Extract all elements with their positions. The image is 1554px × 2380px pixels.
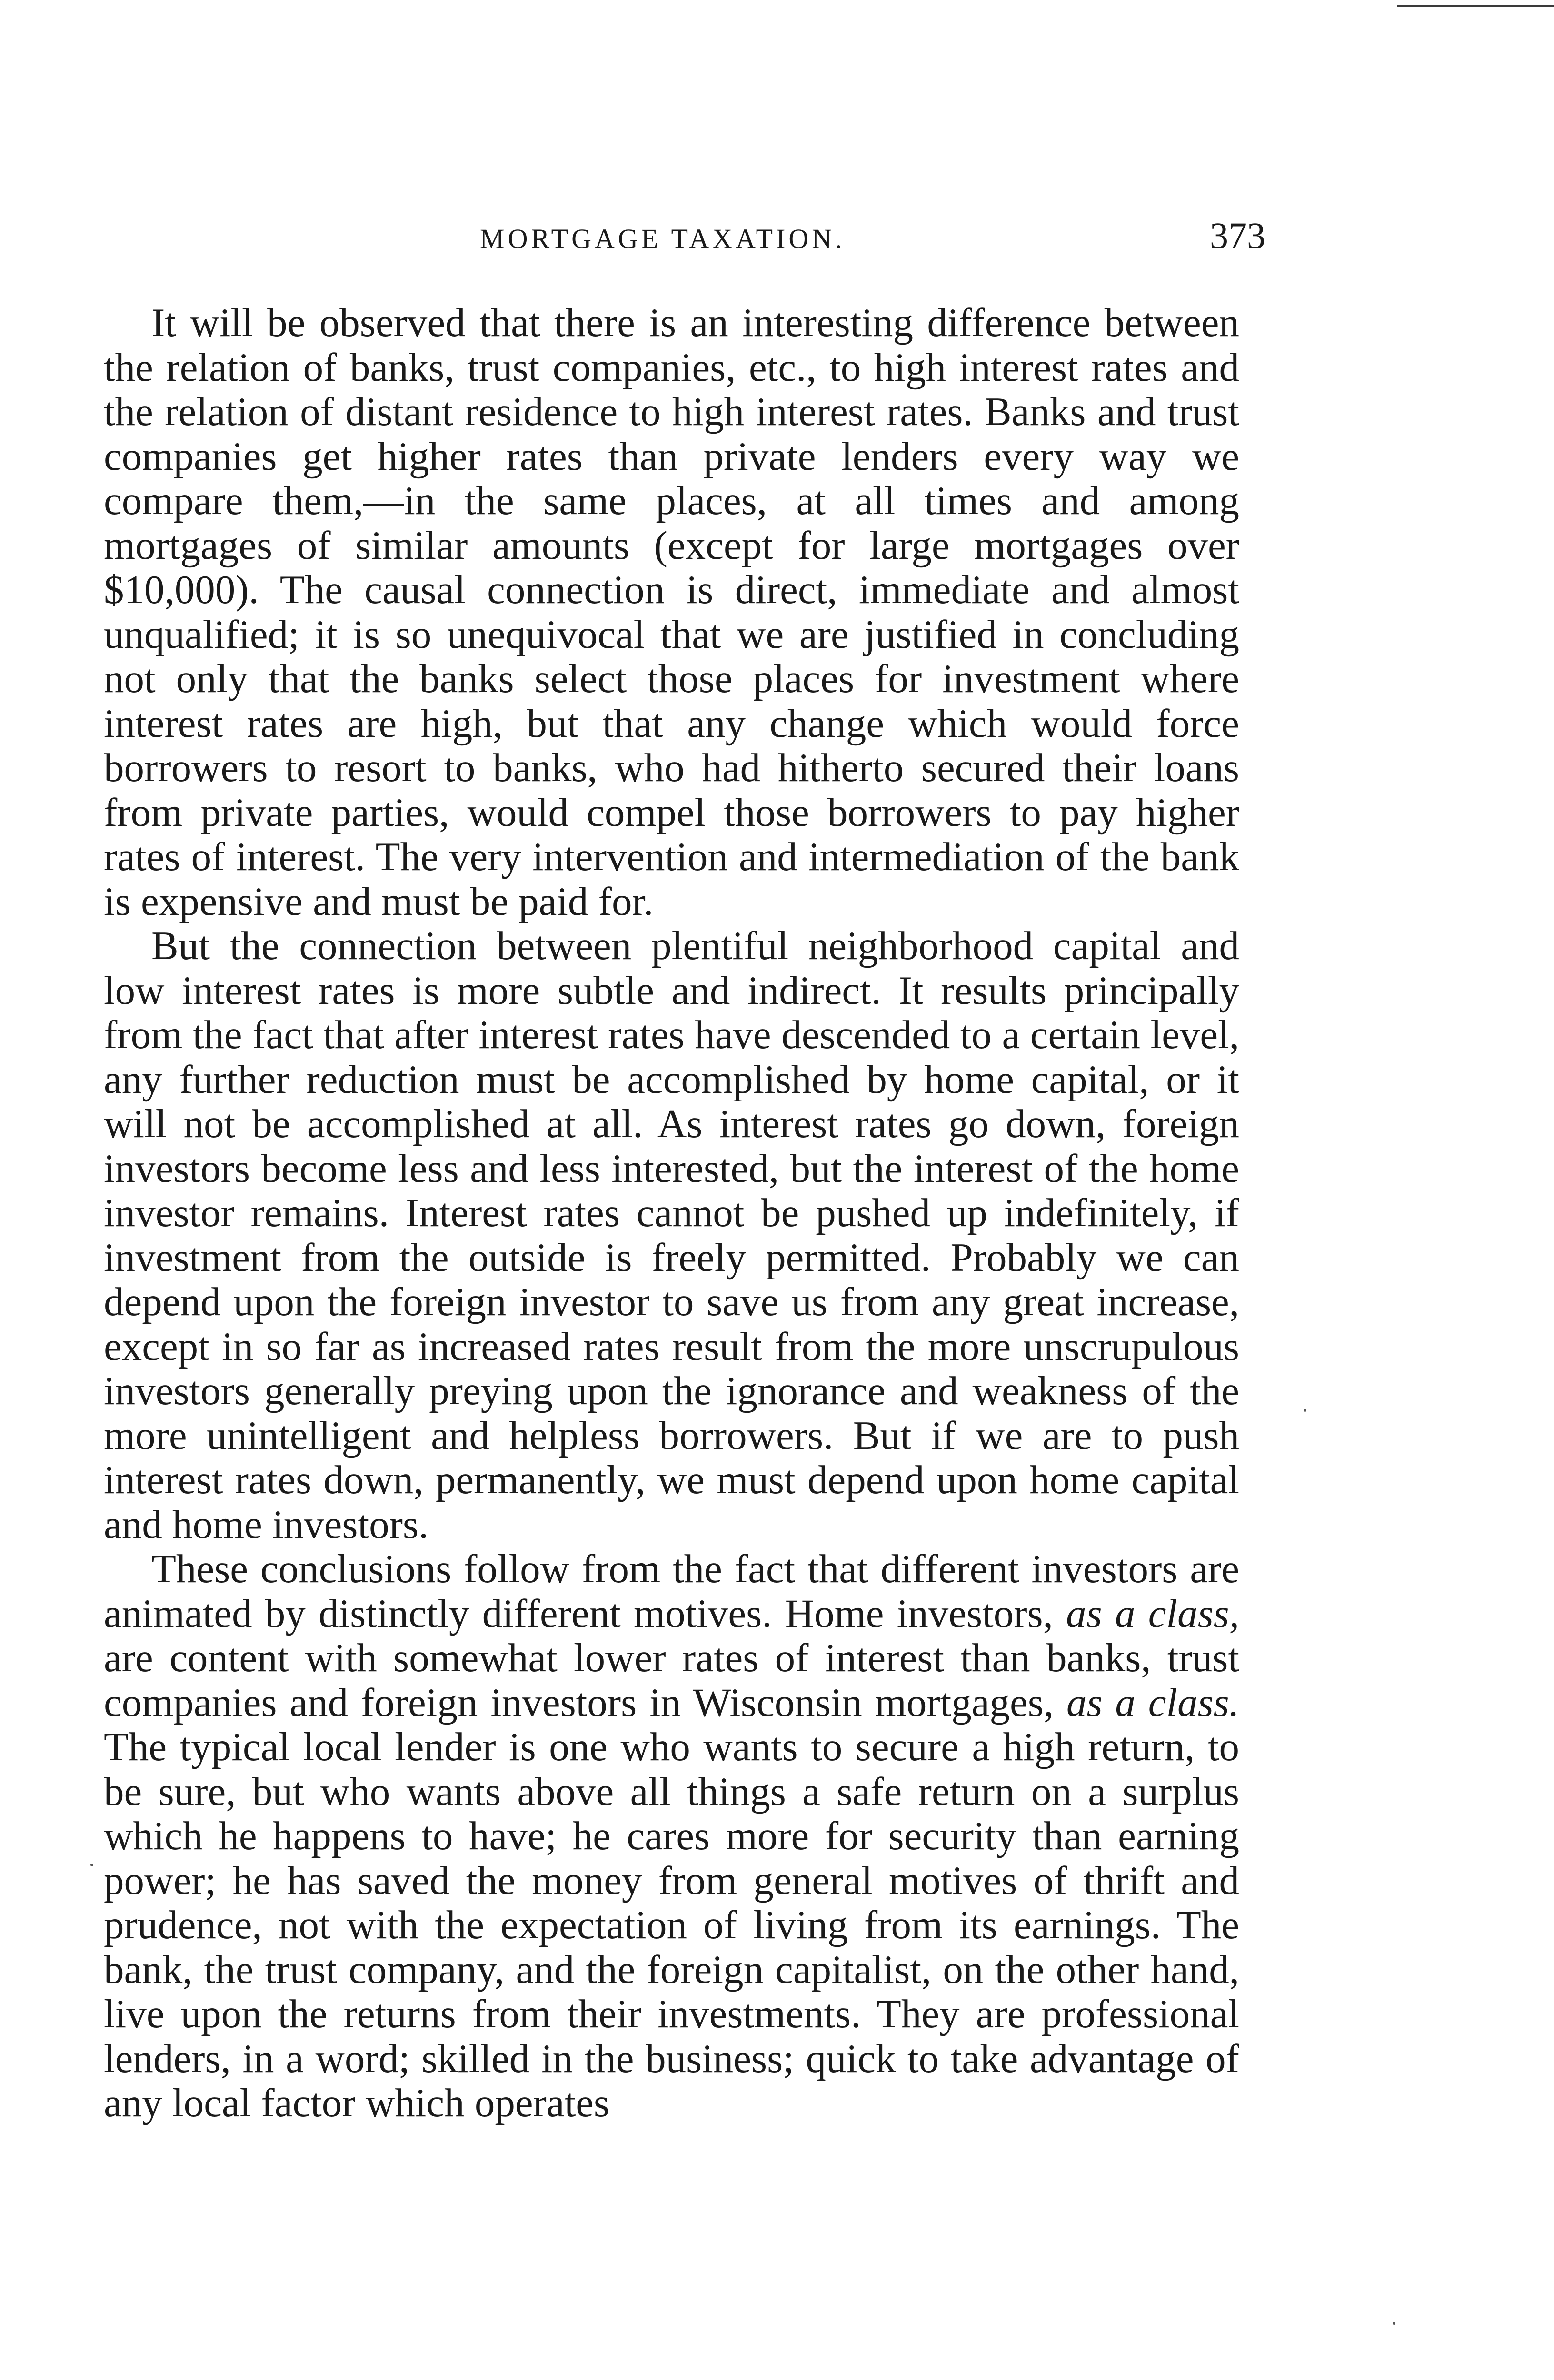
paragraph-2: But the connection between plentiful neighborhood capital and low interest rates is more subtle and indirect. It results principally from the fact that after interest rates have descended to a certain level, any further reduction must be accomplished by home capital, or it will not be accomplished at all. As interest rates go down, foreign investors become less and less interested, but the interest of the home investor remains. Interest rates cannot be pushed up indefinitely, if investment from the outside is freely permitted. Probably we can depend upon the foreign investor to save us from any great increase, except in so far as increased rates result from the more unscrupulous investors generally preying upon the ignorance and weakness of the more unintelligent and helpless borrowers. But if we are to push interest rates down, permanently, we must depend upon home capital and home investors. xyxy=(104,923,1239,1547)
scan-speck xyxy=(1304,1409,1306,1412)
italic-phrase-as-a-class: as a class, xyxy=(1066,1591,1239,1636)
italic-phrase-as-a-class-2: as a class. xyxy=(1066,1680,1239,1725)
paragraph-3-text-middle: are content with somewhat lower rates of interest than banks, trust companies and foreign investors in Wisconsin mortgages, xyxy=(104,1636,1239,1725)
paragraph-3-text-start: These conclusions follow from the fact that different investors are animated by distinctly different motives. Home investors, xyxy=(104,1547,1239,1636)
body-text xyxy=(104,301,1239,2126)
page-number: 373 xyxy=(1210,215,1265,256)
scan-edge-rule xyxy=(1397,5,1554,7)
scan-speck xyxy=(90,1864,93,1866)
scan-speck xyxy=(1393,2322,1395,2325)
paragraph-1: It will be observed that there is an interesting difference between the relation of banks, trust companies, etc., to high interest rates and the relation of distant residence to high interest rates. Banks and trust companies get higher rates than private lenders every way we compare them,—in the same places, at all times and among mortgages of similar amounts (except for large mortgages over $10,000). The causal connection is direct, immediate and almost unqualified; it is so unequivocal that we are justified in concluding not only that the banks select those places for investment where interest rates are high, but that any change which would force borrowers to resort to banks, who had hitherto secured their loans from private parties, would compel those borrowers to pay higher rates of interest. The very intervention and intermediation of the bank is expensive and must be paid for. xyxy=(104,300,1239,924)
running-head: MORTGAGE TAXATION. xyxy=(480,223,846,254)
paragraph-3-text-end: The typical local lender is one who wants to secure a high return, to be sure, but who wants above all things a safe return on a surplus which he happens to have; he cares more for security than earning power; he has saved the money from general motives of thrift and prudence, not with the expectation of living from its earnings. The bank, the trust company, and the foreign capitalist, on the other hand, live upon the returns from their investments. They are professional lenders, in a word; skilled in the business; quick to take advantage of any local factor which operates xyxy=(104,1725,1239,2125)
page-header xyxy=(104,214,1265,267)
paragraph-3 xyxy=(104,1547,1239,2126)
